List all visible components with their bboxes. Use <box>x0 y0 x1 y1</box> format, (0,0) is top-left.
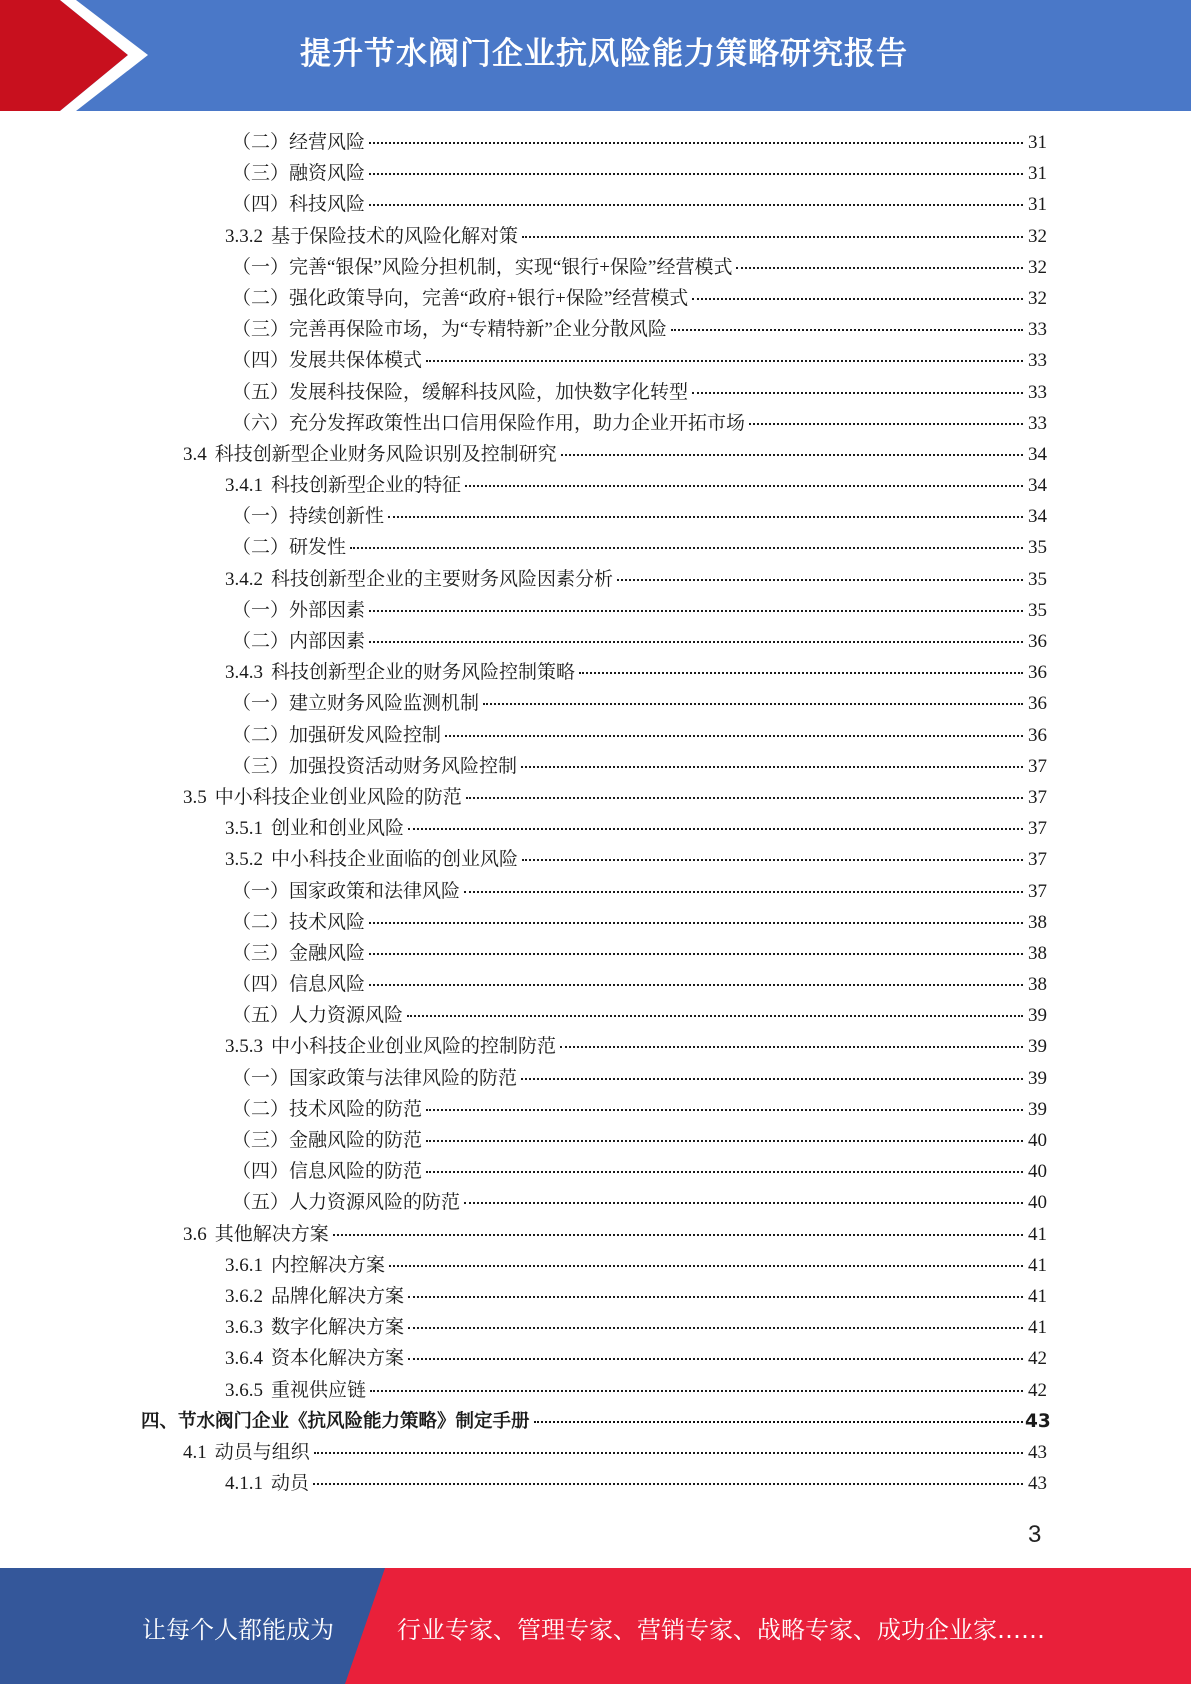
toc-dot-leader <box>408 1295 1023 1298</box>
toc-entry-number: 4.1 <box>183 1441 207 1463</box>
page-header <box>0 0 1191 111</box>
toc-entry-title: 其他解决方案 <box>214 1223 329 1245</box>
toc-dot-leader <box>369 172 1023 175</box>
toc-dot-leader <box>407 1014 1023 1017</box>
toc-entry-page: 37 <box>1028 755 1047 777</box>
toc-entry[interactable] <box>0 1156 1191 1187</box>
toc-entry[interactable] <box>0 595 1191 626</box>
toc-dot-leader <box>408 1357 1023 1360</box>
toc-entry[interactable] <box>0 720 1191 751</box>
toc-entry[interactable] <box>0 1406 1191 1437</box>
toc-entry[interactable] <box>0 782 1191 813</box>
toc-entry[interactable] <box>0 1063 1191 1094</box>
toc-entry-page: 43 <box>1028 1473 1047 1495</box>
toc-dot-leader <box>692 297 1023 300</box>
toc-entry-title: 中小科技企业创业风险的控制防范 <box>271 1036 557 1058</box>
toc-dot-leader <box>350 546 1023 549</box>
toc-entry-title: （二）强化政策导向，完善“政府+银行+保险”经营模式 <box>232 287 689 309</box>
footer-slogan-right: 行业专家、管理专家、营销专家、战略专家、成功企业家…… <box>397 1616 1045 1644</box>
toc-dot-leader <box>314 1451 1023 1454</box>
toc-entry-page: 41 <box>1028 1223 1047 1245</box>
toc-entry[interactable] <box>0 501 1191 532</box>
toc-dot-leader <box>388 515 1023 518</box>
toc-entry-page: 33 <box>1028 412 1047 434</box>
toc-entry-title: （二）内部因素 <box>232 631 366 652</box>
toc-entry-page: 31 <box>1028 163 1047 185</box>
page-number: 3 <box>1028 1521 1042 1548</box>
toc-entry-page: 43 <box>1025 1410 1051 1432</box>
toc-entry-page: 39 <box>1028 1005 1047 1027</box>
toc-entry[interactable] <box>0 283 1191 314</box>
toc-entry[interactable] <box>0 876 1191 907</box>
toc-entry[interactable] <box>0 1094 1191 1125</box>
toc-entry[interactable] <box>0 844 1191 875</box>
toc-entry-title: （二）技术风险 <box>232 911 366 933</box>
toc-dot-leader <box>389 1264 1023 1267</box>
toc-entry-page: 39 <box>1028 1098 1047 1120</box>
toc-entry[interactable] <box>0 377 1191 408</box>
toc-dot-leader <box>466 796 1023 799</box>
toc-dot-leader <box>369 952 1023 955</box>
toc-entry-page: 35 <box>1028 537 1047 559</box>
toc-entry[interactable] <box>0 127 1191 158</box>
toc-entry[interactable] <box>0 1312 1191 1343</box>
toc-entry-number: 3.5 <box>183 786 207 808</box>
toc-dot-leader <box>369 921 1023 924</box>
toc-entry-page: 36 <box>1028 662 1047 684</box>
toc-entry-title: （四）信息风险 <box>232 974 366 996</box>
toc-entry-number: 3.6.3 <box>225 1317 263 1339</box>
toc-entry-page: 38 <box>1028 942 1047 964</box>
toc-entry-title: 动员与组织 <box>214 1441 310 1463</box>
toc-entry-title: （一）持续创新性 <box>232 506 385 528</box>
toc-dot-leader <box>369 203 1023 206</box>
toc-entry-title: （三）完善再保险市场，为“专精特新”企业分散风险 <box>232 319 667 341</box>
toc-entry-page: 35 <box>1028 568 1047 590</box>
toc-dot-leader <box>483 702 1023 705</box>
toc-entry-page: 36 <box>1028 724 1047 746</box>
toc-dot-leader <box>560 1045 1023 1048</box>
toc-entry-title: （三）金融风险 <box>232 942 366 964</box>
toc-entry-page: 31 <box>1028 194 1047 216</box>
toc-entry-page: 37 <box>1028 786 1047 808</box>
toc-entry-number: 3.6.1 <box>225 1254 263 1276</box>
toc-dot-leader <box>464 1201 1023 1204</box>
toc-dot-leader <box>522 858 1023 861</box>
toc-entry-page: 41 <box>1028 1285 1047 1307</box>
toc-entry-title: （五）人力资源风险 <box>232 1005 404 1027</box>
page-footer <box>0 1568 1191 1684</box>
toc-dot-leader <box>313 1482 1023 1485</box>
toc-entry[interactable] <box>0 221 1191 252</box>
toc-dot-leader <box>534 1420 1023 1423</box>
toc-entry-page: 33 <box>1028 350 1047 372</box>
toc-entry[interactable] <box>0 1343 1191 1374</box>
toc-entry-number: 3.5.2 <box>225 849 263 871</box>
toc-dot-leader <box>426 1170 1023 1173</box>
toc-entry[interactable] <box>0 158 1191 189</box>
toc-dot-leader <box>692 391 1023 394</box>
toc-entry[interactable] <box>0 1187 1191 1218</box>
toc-entry-page: 34 <box>1028 506 1047 528</box>
toc-entry-page: 39 <box>1028 1036 1047 1058</box>
toc-entry[interactable] <box>0 189 1191 220</box>
toc-entry[interactable] <box>0 813 1191 844</box>
toc-entry-page: 40 <box>1028 1161 1047 1183</box>
toc-entry-page: 43 <box>1028 1441 1047 1463</box>
toc-entry-number: 3.6.4 <box>225 1348 263 1370</box>
toc-entry-title: 科技创新型企业财务风险识别及控制研究 <box>214 443 557 465</box>
toc-entry-title: 资本化解决方案 <box>271 1348 405 1370</box>
toc-dot-leader <box>408 827 1023 830</box>
toc-entry-page: 38 <box>1028 974 1047 996</box>
toc-entry-page: 35 <box>1028 599 1047 621</box>
footer-slogan-left: 让每个人都能成为 <box>142 1616 334 1644</box>
toc-entry-title: （三）融资风险 <box>232 163 366 185</box>
toc-dot-leader <box>465 484 1023 487</box>
toc-entry-title: （五）人力资源风险的防范 <box>232 1192 461 1214</box>
toc-dot-leader <box>445 734 1023 737</box>
toc-entry-number: 3.4 <box>183 443 207 465</box>
toc-dot-leader <box>369 141 1023 144</box>
toc-entry[interactable] <box>0 1219 1191 1250</box>
toc-entry[interactable] <box>0 657 1191 688</box>
toc-entry-title: （二）经营风险 <box>232 132 366 153</box>
toc-entry-page: 37 <box>1028 880 1047 902</box>
toc-entry[interactable] <box>0 314 1191 345</box>
toc-entry-number: 3.3.2 <box>225 225 263 247</box>
table-of-contents <box>0 127 1191 1499</box>
document-title: 提升节水阀门企业抗风险能力策略研究报告 <box>300 36 908 72</box>
toc-dot-leader <box>370 1389 1023 1392</box>
toc-entry-page: 34 <box>1028 443 1047 465</box>
toc-entry[interactable] <box>0 1000 1191 1031</box>
toc-entry-number: 3.6.2 <box>225 1285 263 1307</box>
toc-entry-title: （二）研发性 <box>232 537 347 559</box>
toc-entry[interactable] <box>0 688 1191 719</box>
toc-dot-leader <box>521 1077 1023 1080</box>
toc-dot-leader <box>426 1108 1023 1111</box>
toc-entry-title: （二）技术风险的防范 <box>232 1098 423 1120</box>
toc-dot-leader <box>561 453 1023 456</box>
toc-entry-title: （三）金融风险的防范 <box>232 1130 423 1151</box>
toc-entry[interactable] <box>0 1125 1191 1156</box>
toc-entry[interactable] <box>0 907 1191 938</box>
toc-entry-title: 科技创新型企业的主要财务风险因素分析 <box>271 568 614 590</box>
toc-entry-title: （一）国家政策与法律风险的防范 <box>232 1067 518 1089</box>
toc-entry-page: 33 <box>1028 381 1047 403</box>
toc-entry[interactable] <box>0 1375 1191 1406</box>
toc-entry[interactable] <box>0 252 1191 283</box>
toc-entry-page: 40 <box>1028 1192 1047 1214</box>
toc-entry-page: 41 <box>1028 1317 1047 1339</box>
toc-entry-title: （一）国家政策和法律风险 <box>232 880 461 902</box>
toc-entry-title: 创业和创业风险 <box>271 818 405 840</box>
toc-entry-title: 品牌化解决方案 <box>271 1285 405 1307</box>
toc-dot-leader <box>522 235 1023 238</box>
toc-entry-title: （一）外部因素 <box>232 599 366 621</box>
toc-entry-page: 40 <box>1028 1130 1047 1151</box>
toc-dot-leader <box>408 1326 1023 1329</box>
toc-entry-title: （三）加强投资活动财务风险控制 <box>232 755 518 777</box>
toc-entry-number: 3.4.2 <box>225 568 263 590</box>
toc-entry-title: 四、节水阀门企业《抗风险能力策略》制定手册 <box>141 1410 530 1432</box>
toc-entry-title: （四）科技风险 <box>232 194 366 216</box>
toc-entry-title: 科技创新型企业的财务风险控制策略 <box>271 662 576 684</box>
toc-dot-leader <box>426 359 1023 362</box>
toc-entry-number: 3.4.3 <box>225 662 263 684</box>
toc-entry[interactable] <box>0 938 1191 969</box>
toc-entry-page: 33 <box>1028 319 1047 341</box>
toc-entry-page: 42 <box>1028 1348 1047 1370</box>
toc-dot-leader <box>369 640 1023 643</box>
toc-entry-title: （二）加强研发风险控制 <box>232 724 442 746</box>
toc-entry-page: 42 <box>1028 1379 1047 1401</box>
toc-entry-page: 32 <box>1028 287 1047 309</box>
toc-entry-title: 数字化解决方案 <box>271 1317 405 1339</box>
toc-entry-number: 3.5.1 <box>225 818 263 840</box>
toc-dot-leader <box>369 609 1023 612</box>
toc-entry[interactable] <box>0 564 1191 595</box>
toc-entry-page: 36 <box>1028 631 1047 652</box>
toc-entry[interactable] <box>0 1437 1191 1468</box>
toc-dot-leader <box>464 890 1023 893</box>
toc-entry-title: 动员 <box>271 1473 310 1495</box>
toc-entry-title: （一）建立财务风险监测机制 <box>232 693 480 715</box>
toc-entry-title: （一）完善“银保”风险分担机制，实现“银行+保险”经营模式 <box>232 256 733 278</box>
toc-entry-page: 36 <box>1028 693 1047 715</box>
toc-entry-number: 3.6 <box>183 1223 207 1245</box>
toc-entry[interactable] <box>0 345 1191 376</box>
toc-entry-page: 37 <box>1028 849 1047 871</box>
toc-entry-page: 38 <box>1028 911 1047 933</box>
toc-entry-page: 32 <box>1028 225 1047 247</box>
toc-entry-title: （五）发展科技保险，缓解科技风险，加快数字化转型 <box>232 381 689 403</box>
toc-entry-page: 37 <box>1028 818 1047 840</box>
toc-entry-title: 中小科技企业面临的创业风险 <box>271 849 519 871</box>
toc-entry-number: 3.6.5 <box>225 1379 263 1401</box>
toc-entry[interactable] <box>0 532 1191 563</box>
toc-entry[interactable] <box>0 439 1191 470</box>
toc-dot-leader <box>426 1139 1023 1142</box>
toc-entry-title: 重视供应链 <box>271 1379 367 1401</box>
toc-entry[interactable] <box>0 470 1191 501</box>
toc-entry-title: 基于保险技术的风险化解对策 <box>271 225 519 247</box>
toc-entry-number: 3.5.3 <box>225 1036 263 1058</box>
toc-dot-leader <box>749 422 1023 425</box>
toc-entry[interactable] <box>0 969 1191 1000</box>
toc-dot-leader <box>579 671 1023 674</box>
toc-dot-leader <box>617 578 1023 581</box>
toc-entry-title: （四）信息风险的防范 <box>232 1161 423 1183</box>
toc-entry-page: 41 <box>1028 1254 1047 1276</box>
toc-entry-page: 39 <box>1028 1067 1047 1089</box>
toc-entry-title: （四）发展共保体模式 <box>232 350 423 372</box>
toc-dot-leader <box>369 983 1023 986</box>
toc-entry[interactable] <box>0 408 1191 439</box>
toc-entry[interactable] <box>0 751 1191 782</box>
toc-dot-leader <box>671 328 1023 331</box>
toc-entry[interactable] <box>0 1031 1191 1062</box>
toc-entry[interactable] <box>0 1468 1191 1499</box>
toc-entry-page: 34 <box>1028 475 1047 497</box>
toc-entry[interactable] <box>0 1250 1191 1281</box>
toc-entry-title: 中小科技企业创业风险的防范 <box>214 786 462 808</box>
toc-entry-page: 31 <box>1028 132 1047 153</box>
toc-entry-page: 32 <box>1028 256 1047 278</box>
toc-entry-title: （六）充分发挥政策性出口信用保险作用，助力企业开拓市场 <box>232 412 746 434</box>
toc-entry[interactable] <box>0 1281 1191 1312</box>
toc-entry-number: 3.4.1 <box>225 475 263 497</box>
toc-entry-number: 4.1.1 <box>225 1473 263 1495</box>
header-arrow-decoration <box>0 0 160 111</box>
toc-dot-leader <box>736 266 1023 269</box>
toc-dot-leader <box>333 1233 1023 1236</box>
toc-dot-leader <box>521 765 1023 768</box>
toc-entry-title: 科技创新型企业的特征 <box>271 475 462 497</box>
toc-entry[interactable] <box>0 626 1191 657</box>
toc-entry-title: 内控解决方案 <box>271 1254 386 1276</box>
